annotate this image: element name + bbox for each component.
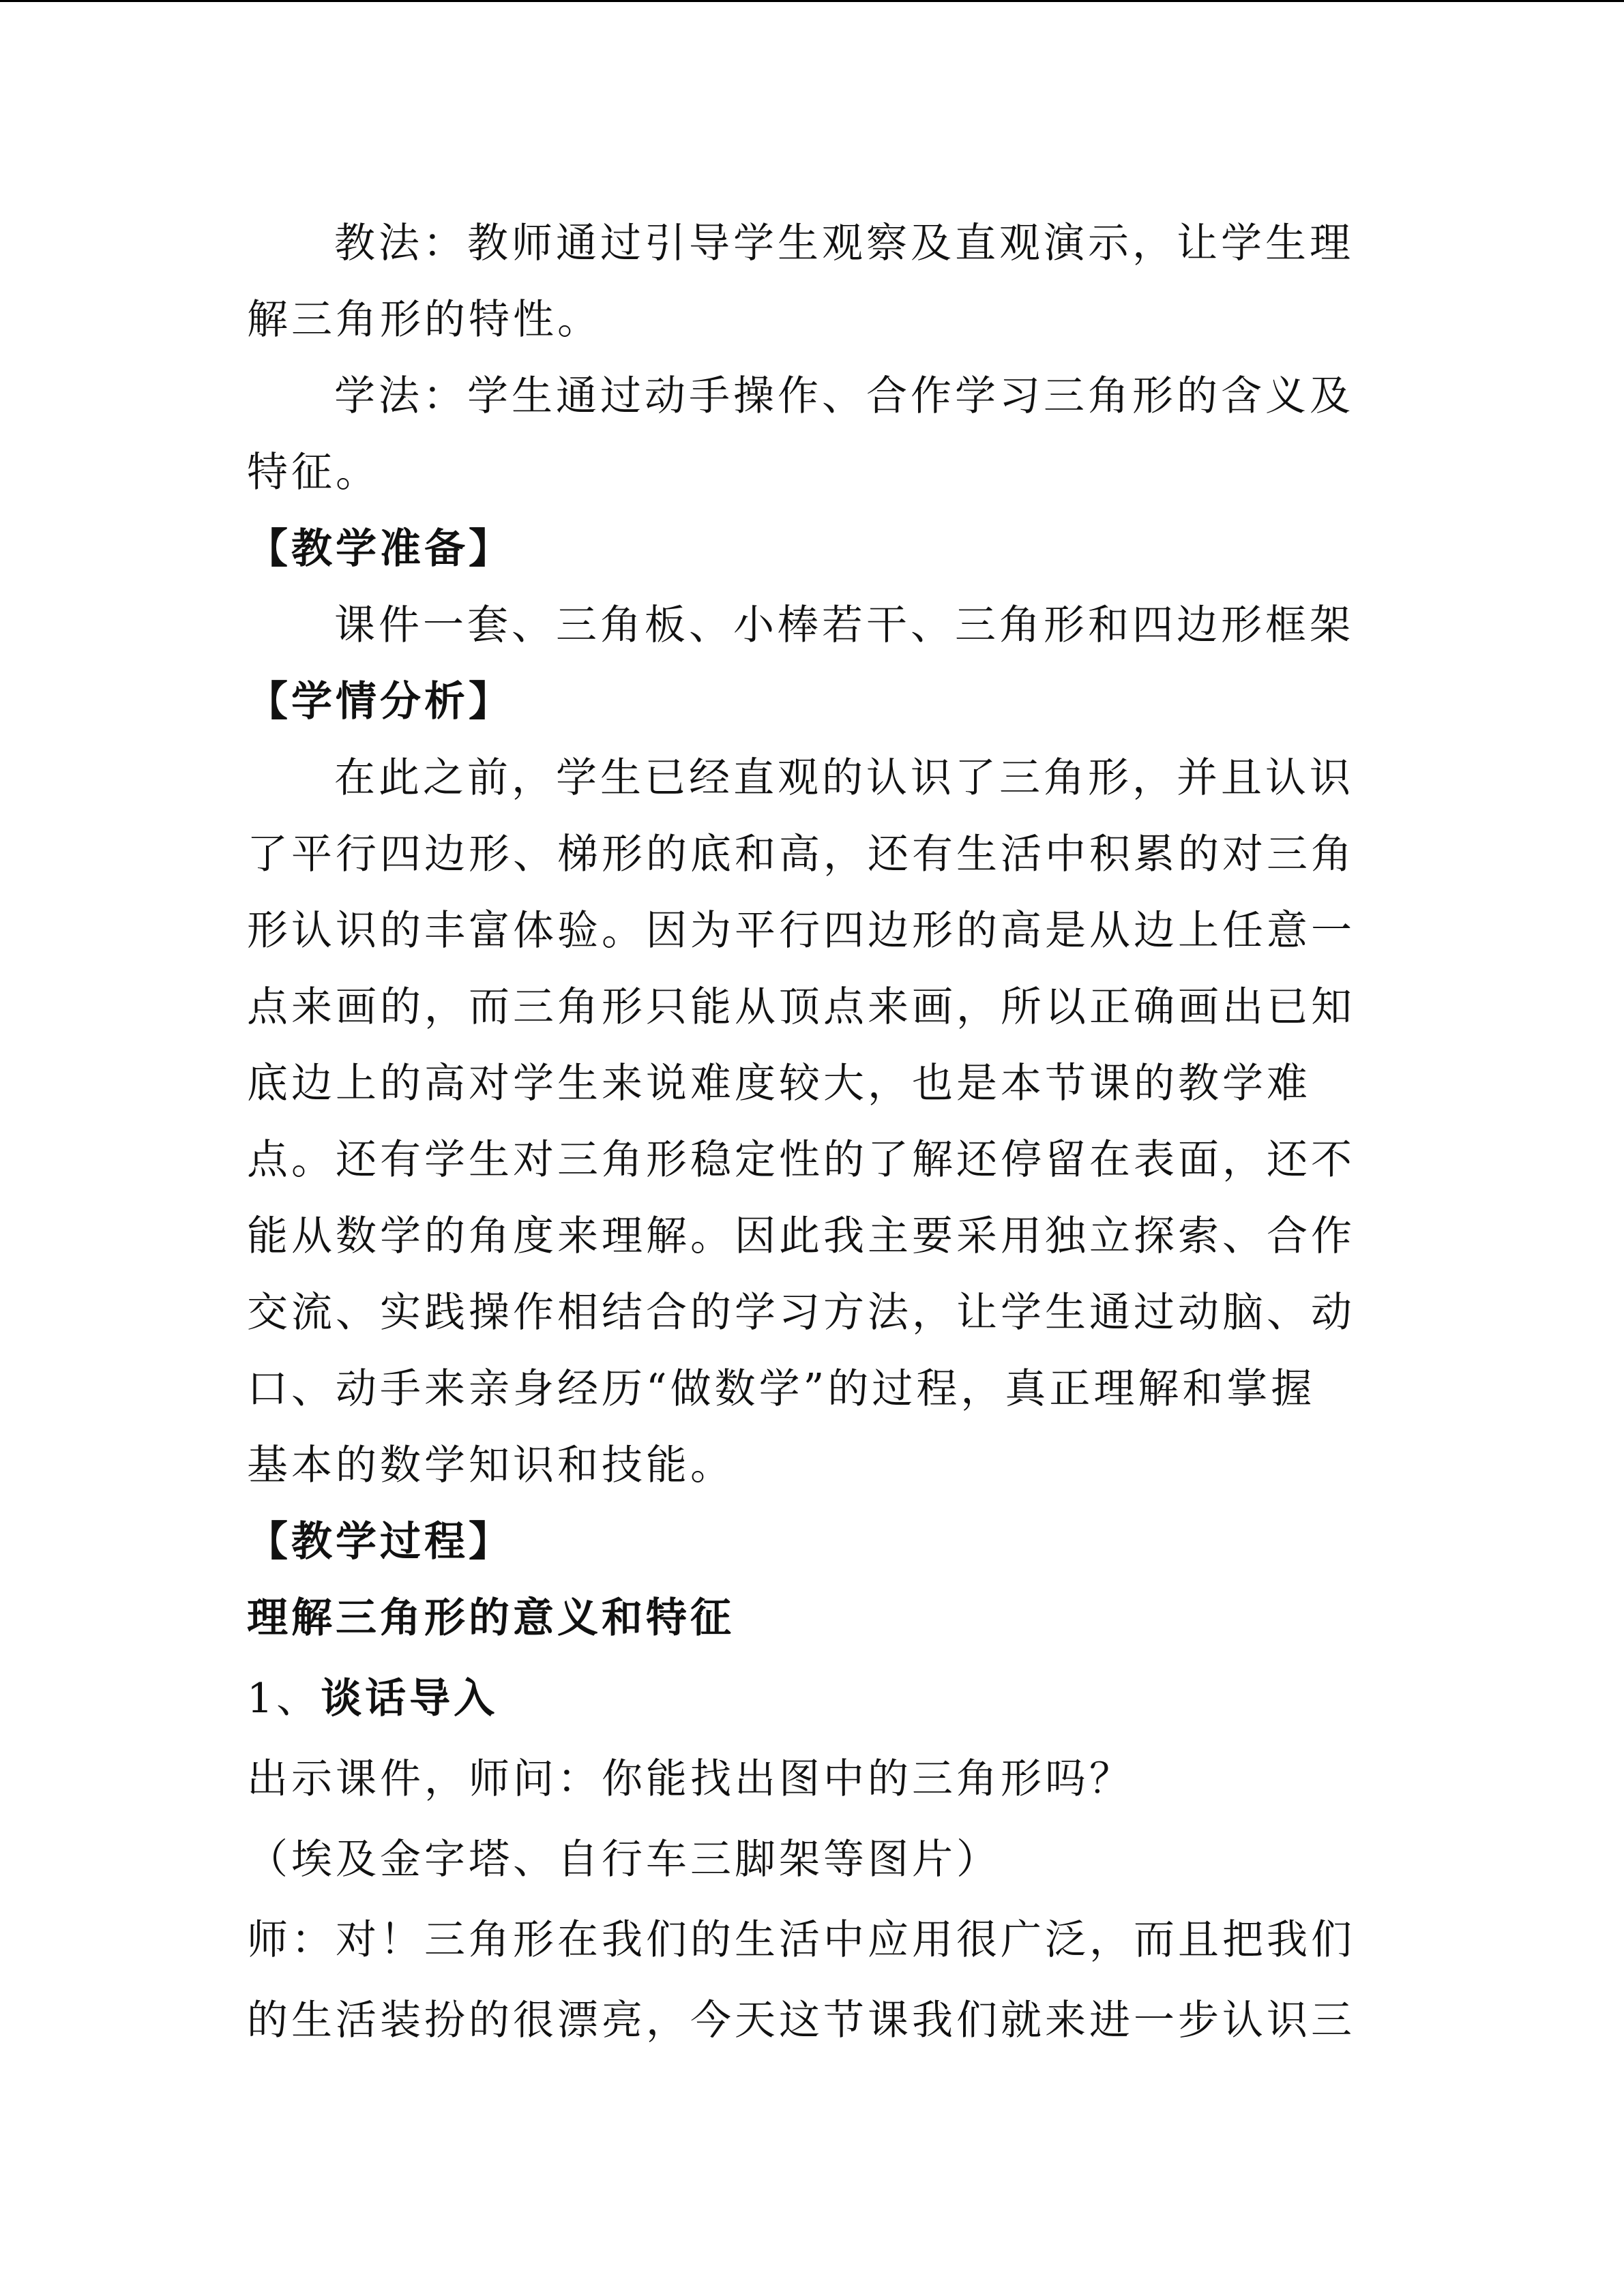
paragraph-line: 出示课件，师问：你能找出图中的三角形吗？ bbox=[247, 1755, 1134, 1803]
paragraph-line: 特征。 bbox=[247, 449, 380, 496]
paragraph-line: 了平行四边形、梯形的底和高，还有生活中积累的对三角 bbox=[247, 831, 1355, 878]
paragraph-line: 形认识的丰富体验。因为平行四边形的高是从边上任意一 bbox=[247, 907, 1355, 955]
paragraph-learning-method: 学法：学生通过动手操作、合作学习三角形的含义及 bbox=[334, 372, 1354, 420]
section-heading-preparation: 【教学准备】 bbox=[247, 525, 513, 573]
paragraph-line: 点。还有学生对三角形稳定性的了解还停留在表面，还不 bbox=[247, 1136, 1355, 1184]
paragraph-line: 交流、实践操作相结合的学习方法，让学生通过动脑、动 bbox=[247, 1289, 1355, 1337]
paragraph-teaching-method: 教法：教师通过引导学生观察及直观演示，让学生理 bbox=[334, 220, 1354, 267]
page-top-border bbox=[0, 0, 1624, 2]
step-heading bbox=[247, 1671, 498, 1726]
section-heading-process: 【教学过程】 bbox=[247, 1518, 513, 1566]
paragraph-analysis: 在此之前，学生已经直观的认识了三角形，并且认识 bbox=[334, 754, 1354, 802]
paragraph-line: 的生活装扮的很漂亮，今天这节课我们就来进一步认识三 bbox=[247, 1997, 1355, 2044]
paragraph-line: 能从数学的角度来理解。因此我主要采用独立探索、合作 bbox=[247, 1212, 1355, 1260]
step-number: 1、 bbox=[247, 1675, 321, 1723]
step-title: 谈话导入 bbox=[321, 1675, 499, 1723]
paragraph-line: 底边上的高对学生来说难度较大，也是本节课的教学难 bbox=[247, 1060, 1311, 1107]
paragraph-line: （埃及金字塔、自行车三脚架等图片） bbox=[247, 1836, 1001, 1883]
section-heading-analysis: 【学情分析】 bbox=[247, 678, 513, 726]
paragraph-line: 解三角形的特性。 bbox=[247, 296, 602, 344]
paragraph-line: 口、动手来亲身经历“做数学”的过程，真正理解和掌握 bbox=[247, 1365, 1316, 1413]
paragraph-materials: 课件一套、三角板、小棒若干、三角形和四边形框架 bbox=[334, 601, 1354, 649]
paragraph-line: 师：对！三角形在我们的生活中应用很广泛，而且把我们 bbox=[247, 1916, 1355, 1964]
subsection-heading: 理解三角形的意义和特征 bbox=[247, 1594, 735, 1642]
paragraph-line: 基本的数学知识和技能。 bbox=[247, 1442, 735, 1489]
paragraph-line: 点来画的，而三角形只能从顶点来画，所以正确画出已知 bbox=[247, 983, 1355, 1031]
